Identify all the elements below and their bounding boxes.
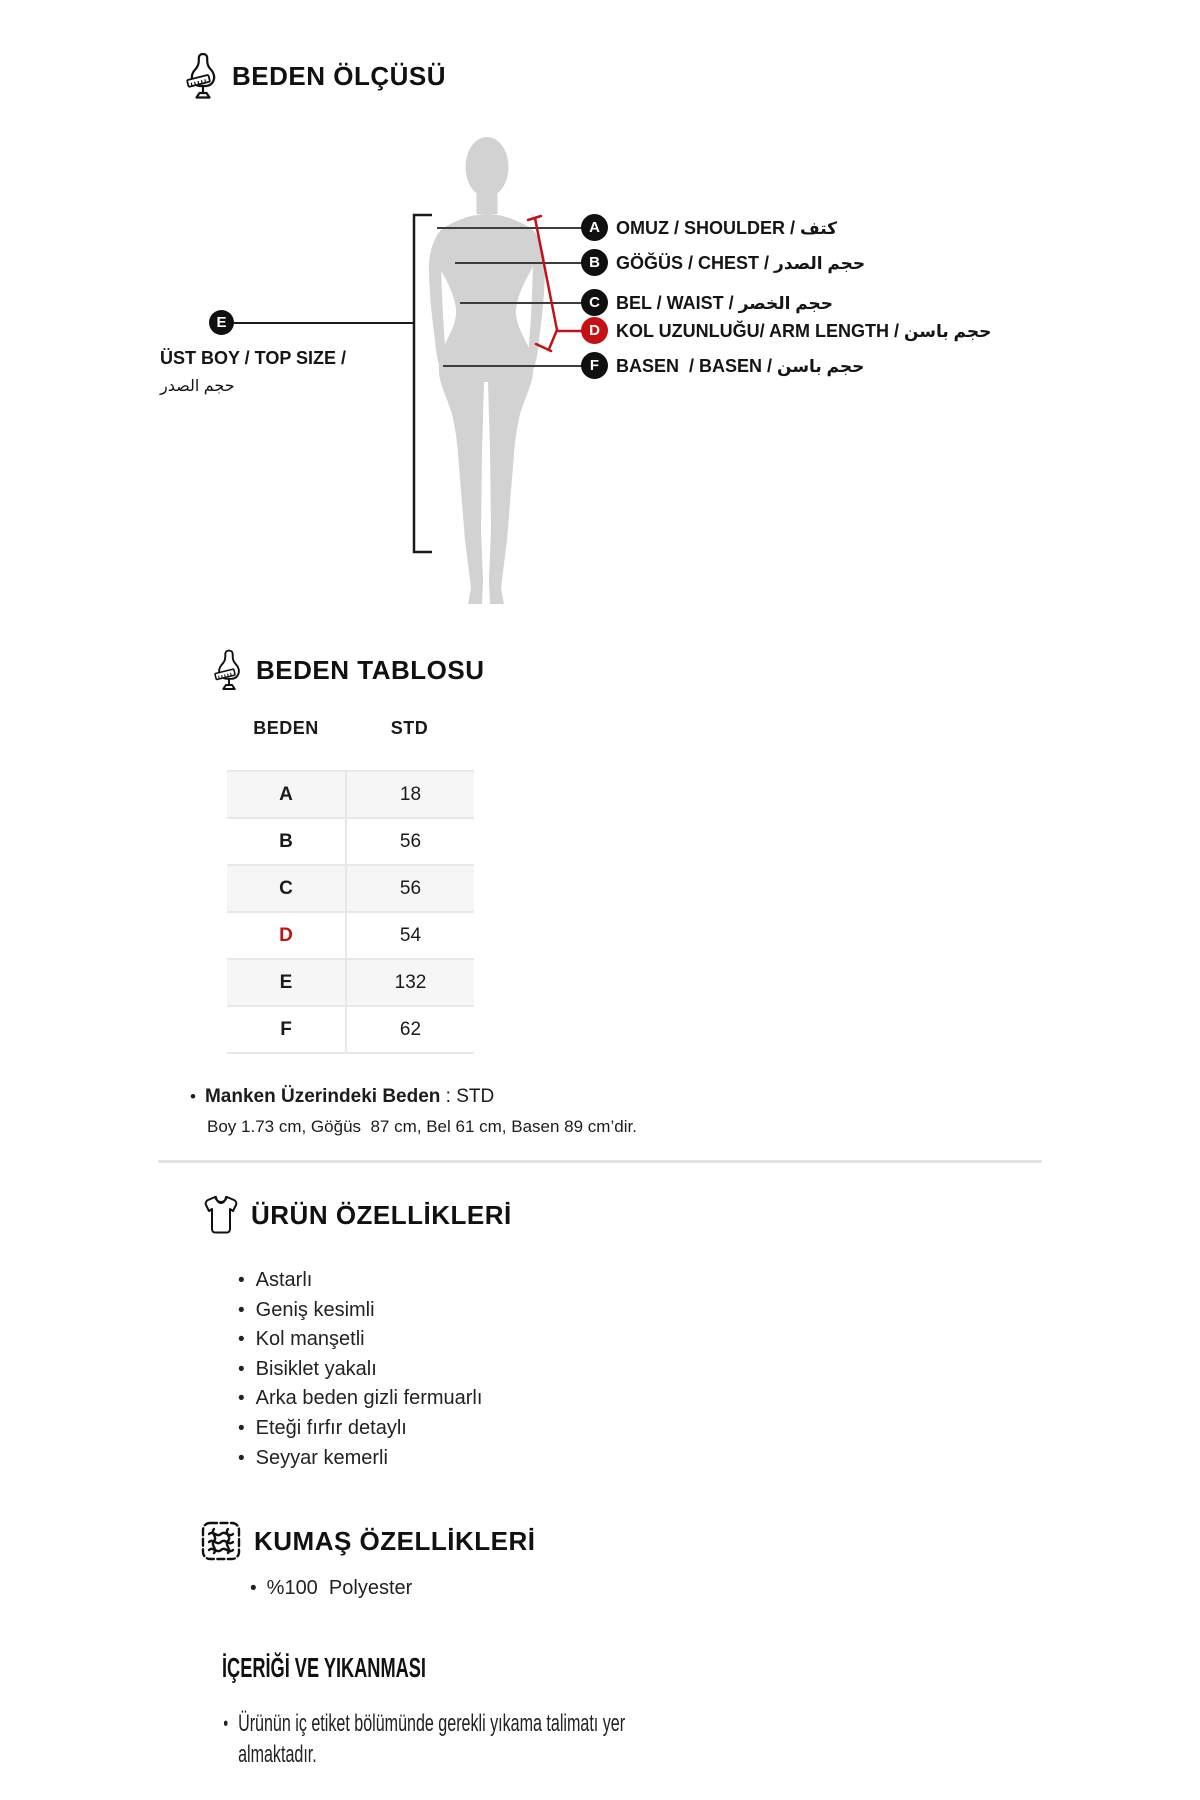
label-arm-length-arabic: حجم باسن — [903, 322, 992, 341]
column-header-std: STD — [390, 718, 429, 738]
table-row — [227, 1005, 474, 1054]
row-label: A — [279, 783, 293, 805]
size-table-header — [214, 648, 484, 692]
body-measurement-diagram — [130, 110, 1080, 610]
section-divider — [158, 1160, 1042, 1163]
tag-f-letter: F — [589, 357, 600, 374]
size-measure-title: BEDEN ÖLÇÜSÜ — [232, 60, 447, 91]
size-table — [227, 718, 474, 1054]
column-header-beden: BEDEN — [253, 718, 319, 738]
tag-d — [581, 317, 608, 344]
fabric-item: • %100 Polyester — [250, 1574, 412, 1603]
row-value: 56 — [345, 866, 474, 911]
dress-form-icon — [186, 52, 220, 100]
model-size-bold: Manken Üzerindeki Beden — [204, 1086, 441, 1107]
tag-f — [581, 352, 608, 379]
care-title: İÇERİĞİ VE YIKANMASI — [222, 1652, 426, 1683]
label-waist-latin: BEL / WAIST / — [616, 293, 739, 313]
care-list — [222, 1708, 664, 1770]
label-chest — [616, 251, 865, 275]
label-shoulder-arabic: كتف — [800, 219, 838, 238]
product-features-list — [238, 1266, 482, 1473]
tag-e — [209, 310, 234, 335]
row-label: B — [279, 830, 293, 852]
feature-item: • Kol manşetli — [238, 1325, 482, 1355]
row-label: D — [279, 924, 293, 946]
label-basen-arabic: حجم باسن — [777, 357, 865, 376]
label-top-size-latin: ÜST BOY / TOP SIZE / — [160, 348, 347, 368]
fabric-weave-icon — [200, 1520, 242, 1562]
product-features-title: ÜRÜN ÖZELLİKLERİ — [251, 1199, 512, 1230]
bullet-dot: • — [190, 1087, 196, 1106]
feature-item: • Geniş kesimli — [238, 1296, 482, 1326]
model-size-note — [190, 1086, 637, 1137]
label-chest-arabic: حجم الصدر — [774, 254, 866, 273]
row-label: E — [279, 971, 293, 993]
tag-c — [581, 289, 608, 316]
tag-c-letter: C — [589, 294, 600, 311]
feature-item: • Bisiklet yakalı — [238, 1355, 482, 1385]
table-row — [227, 864, 474, 911]
label-top-size — [160, 348, 390, 396]
size-table-head — [227, 718, 474, 742]
dress-form-icon — [214, 648, 244, 692]
tag-a — [581, 214, 608, 241]
row-value: 62 — [345, 1007, 474, 1052]
feature-item: • Arka beden gizli fermuarlı — [238, 1384, 482, 1414]
label-waist — [616, 291, 833, 315]
feature-item: • Astarlı — [238, 1266, 482, 1296]
row-value: 54 — [345, 913, 474, 958]
label-shoulder — [616, 216, 837, 240]
tag-a-letter: A — [589, 219, 600, 236]
tag-b — [581, 249, 608, 276]
row-label: F — [280, 1018, 292, 1040]
feature-item: • Seyyar kemerli — [238, 1444, 482, 1474]
label-waist-arabic: حجم الخصر — [738, 294, 834, 313]
label-arm-length-latin: KOL UZUNLUĞU/ ARM LENGTH / — [616, 321, 904, 341]
fabric-title: KUMAŞ ÖZELLİKLERİ — [254, 1525, 536, 1556]
fabric-header — [200, 1520, 536, 1562]
label-arm-length — [616, 319, 991, 343]
product-features-header — [203, 1192, 512, 1238]
table-row — [227, 770, 474, 817]
fabric-list — [250, 1574, 412, 1603]
label-top-size-arabic: حجم الصدر — [160, 378, 235, 395]
tag-e-letter: E — [216, 314, 227, 331]
size-measure-header — [186, 52, 446, 100]
tag-b-letter: B — [589, 254, 600, 271]
feature-item: • Eteği fırfır detaylı — [238, 1414, 482, 1444]
row-value: 132 — [345, 960, 474, 1005]
row-label: C — [279, 877, 293, 899]
row-value: 56 — [345, 819, 474, 864]
model-size-value: : STD — [440, 1086, 495, 1107]
table-row — [227, 817, 474, 864]
label-chest-latin: GÖĞÜS / CHEST / — [616, 253, 775, 273]
table-row — [227, 911, 474, 958]
table-row — [227, 958, 474, 1005]
label-shoulder-latin: OMUZ / SHOULDER / — [616, 218, 800, 238]
label-basen — [616, 354, 864, 378]
model-size-line2: Boy 1.73 cm, Göğüs 87 cm, Bel 61 cm, Basen 89 cm’dir. — [207, 1117, 637, 1136]
label-basen-latin: BASEN / BASEN / — [616, 356, 778, 376]
model-size-line1 — [190, 1086, 637, 1108]
size-table-title: BEDEN TABLOSU — [256, 654, 485, 685]
row-value: 18 — [345, 772, 474, 817]
tag-d-letter: D — [589, 322, 600, 339]
care-item: • Ürünün iç etiket bölümünde gerekli yıkama talimatı yer almaktadır. — [222, 1708, 664, 1770]
tshirt-icon — [203, 1192, 239, 1238]
